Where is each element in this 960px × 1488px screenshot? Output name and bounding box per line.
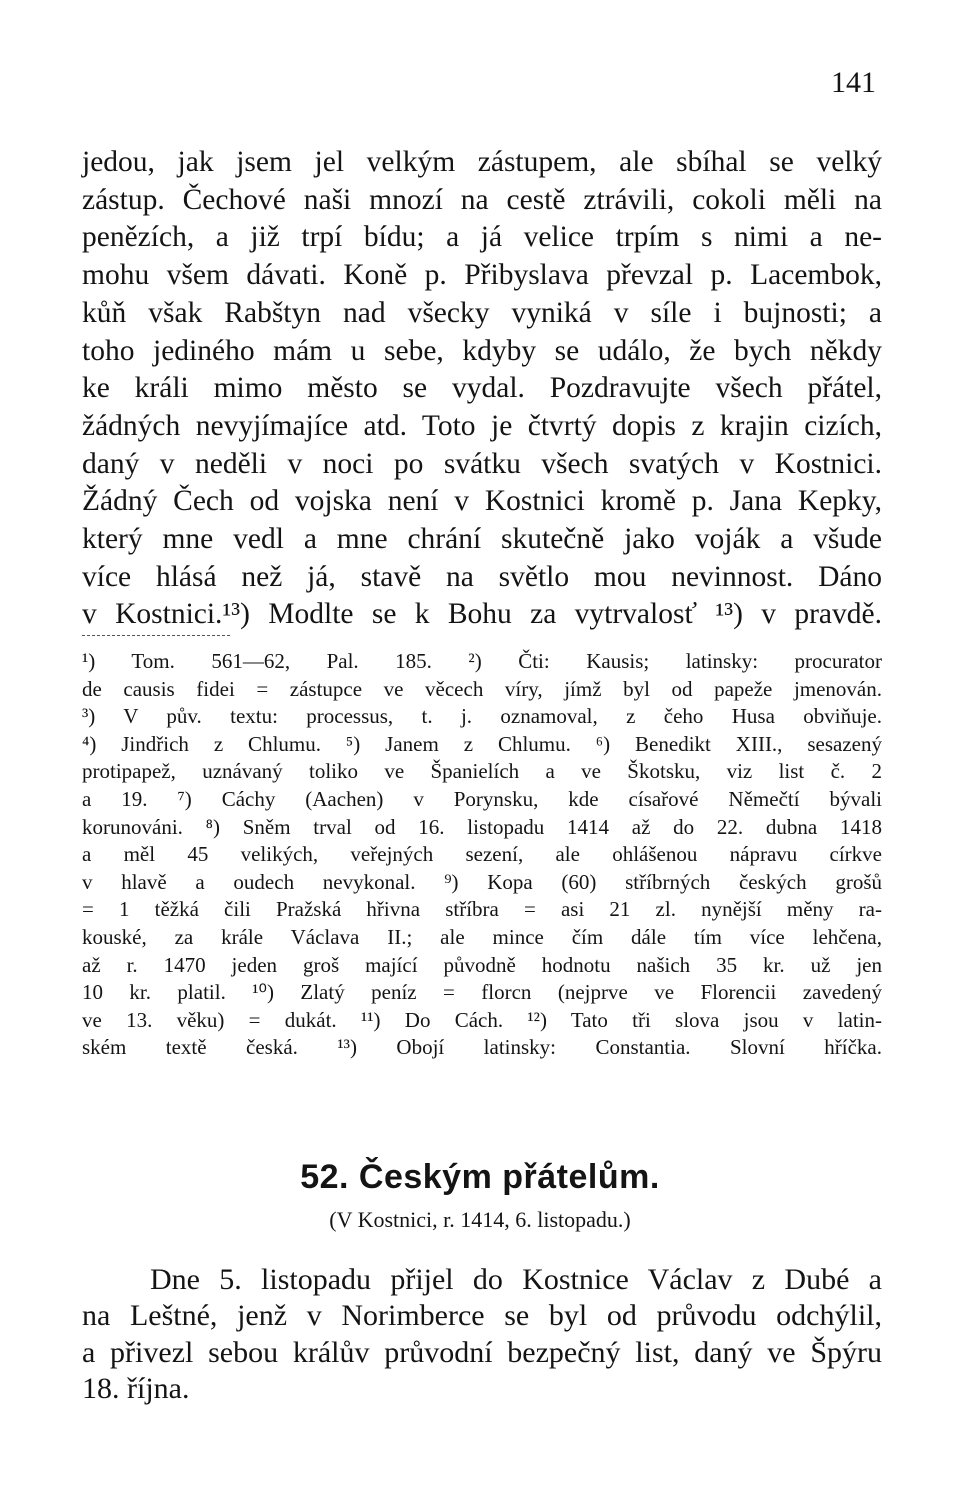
main-text — [82, 144, 882, 634]
footnote-line: ³) V pův. textu: processus, t. j. oznamoval, z čeho Husa obviňuje. — [82, 704, 882, 729]
text-line: na Leštné, jenž v Norimberce se byl od průvodu odchýlil, — [82, 1299, 882, 1333]
footnote-line: de causis fidei = zástupce ve věcech víry, jímž byl od papeže jmenován. — [82, 676, 882, 701]
text-line: zástup. Čechové naši mnozí na cestě ztrávili, cokoli měli na — [82, 183, 882, 216]
footnote-line: ském textě česká. ¹³) Obojí latinsky: Constantia. Slovní hříčka. — [82, 1035, 882, 1060]
text-line: mohu všem dávati. Koně p. Přibyslava převzal p. Lacembok, — [82, 259, 882, 292]
footnote-line: až r. 1470 jeden groš mající původně hodnotu našich 35 kr. už jen — [82, 952, 882, 977]
page-number: 141 — [831, 66, 876, 99]
text-line: penězích, a již trpí bídu; a já velice trpím s nimi a ne- — [82, 221, 882, 254]
section-title: 52. Českým přátelům. — [300, 1158, 660, 1196]
text-line: v Kostnici.¹³) Modlte se k Bohu za vytrvalosť ¹³) v pravdě. — [82, 598, 882, 631]
text-line: jedou, jak jsem jel velkým zástupem, ale sbíhal se velký — [82, 146, 882, 178]
text-line: který mne vedl a mne chrání skutečně jako voják a všude — [82, 523, 882, 556]
footnote-line: korunováni. ⁸) Sněm trval od 16. listopadu 1414 až do 22. dubna 1418 — [82, 814, 882, 839]
footnote-line: ¹) Tom. 561—62, Pal. 185. ²) Čti: Kausis; latinsky: procurator — [82, 649, 882, 673]
text-line: 18. října. — [82, 1372, 190, 1406]
text-line: více hlásá než já, stavě na světlo mou nevinnost. Dáno — [82, 560, 882, 593]
footnote-line: ve 13. věku) = dukát. ¹¹) Do Cách. ¹²) Tato tři slova jsou v latin- — [82, 1007, 882, 1032]
text-line: toho jediného mám u sebe, kdyby se událo, že bych někdy — [82, 334, 882, 367]
footnote-divider — [82, 635, 230, 636]
section-subtitle: (V Kostnici, r. 1414, 6. listopadu.) — [329, 1207, 631, 1232]
text-line: kůň však Rabštyn nad všecky vyniká v síle i bujnosti; a — [82, 296, 882, 329]
footnotes — [82, 648, 882, 1062]
footnote-line: kouské, za krále Václava II.; ale mince čím dále tím více lehčena, — [82, 924, 882, 949]
footnote-line: protipapež, uznávaný toliko ve Španielích a ve Škotsku, viz list č. 2 — [82, 759, 882, 784]
text-line: Žádný Čech od vojska není v Kostnici kromě p. Jana Kepky, — [82, 485, 882, 518]
footnote-line: ⁴) Jindřich z Chlumu. ⁵) Janem z Chlumu. ⁶) Benedikt XIII., sesazený — [82, 731, 882, 756]
footnote-line: a měl 45 velikých, veřejných sezení, ale ohlášenou nápravu církve — [82, 842, 882, 867]
text-line: ke králi mimo město se vydal. Pozdravujte všech přátel, — [82, 372, 882, 405]
text-line: daný v neděli v noci po svátku všech svatých v Kostnici. — [82, 447, 882, 480]
footnote-line: v hlavě a oudech nevykonal. ⁹) Kopa (60) stříbrných českých grošů — [82, 869, 882, 894]
text-line: žádných nevyjímajíce atd. Toto je čtvrtý dopis z krajin cizích, — [82, 409, 882, 442]
text-line: Dne 5. listopadu přijel do Kostnice Václav z Dubé a — [150, 1263, 882, 1296]
footnote-line: a 19. ⁷) Cáchy (Aachen) v Porynsku, kde císařové Němečtí bývali — [82, 786, 882, 811]
text-line: a přivezl sebou králův průvodní bezpečný list, daný ve Špýru — [82, 1335, 882, 1369]
letter-text — [82, 1262, 882, 1408]
footnote-line: 10 kr. platil. ¹⁰) Zlatý peníz = florcn (nejprve ve Florencii zavedený — [82, 980, 882, 1005]
footnote-line: = 1 těžká čili Pražská hřivna stříbra = asi 21 zl. nynější měny ra- — [82, 897, 882, 922]
